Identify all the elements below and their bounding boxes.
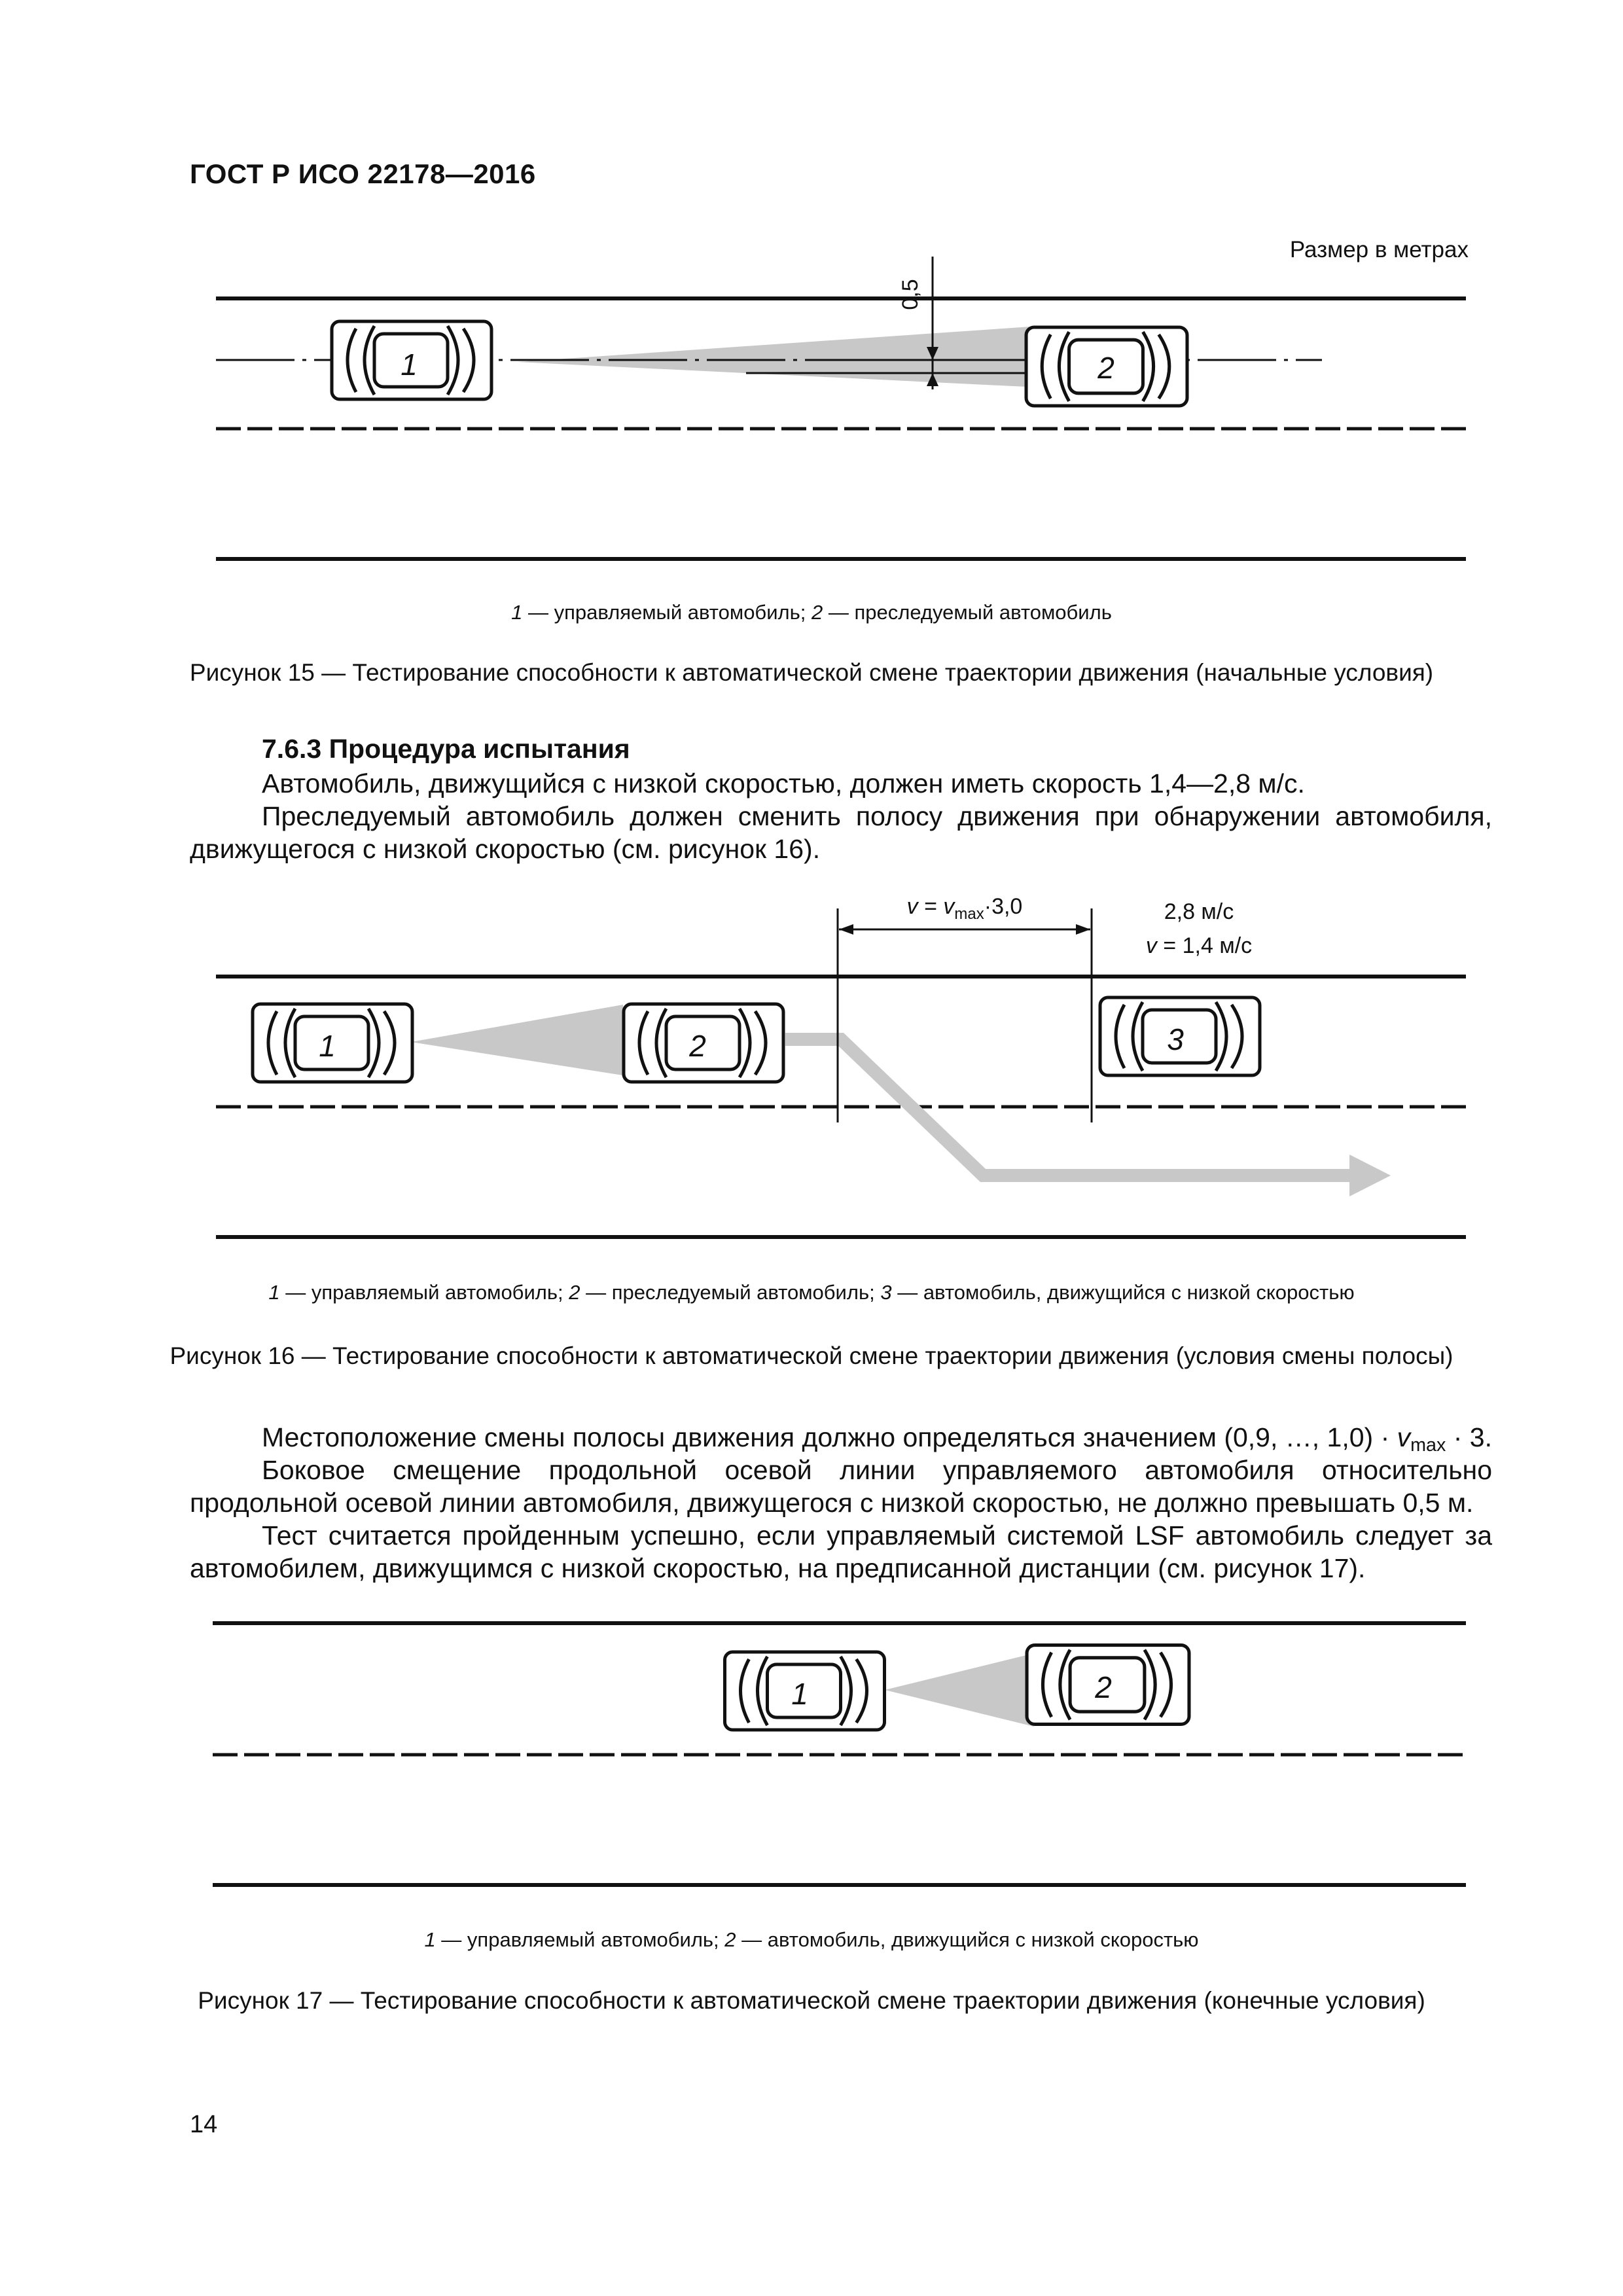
vehicle-1-label: 1 <box>791 1677 808 1711</box>
document-code: ГОСТ Р ИСО 22178—2016 <box>190 158 536 189</box>
paragraph: Боковое смещение продольной осевой линии управляемого автомобиля относительно продольной осевой линии автомобиля, движущегося с низкой скоростью, не должно превышать 0,5 м. <box>190 1455 1492 1518</box>
vehicle-2-label: 2 <box>1095 1670 1112 1704</box>
speed-lower-label: v = 1,4 м/с <box>1145 933 1253 958</box>
figure-15-legend: 1 — управляемый автомобиль; 2 — преследуемый автомобиль <box>511 601 1112 624</box>
section-text <box>190 767 1492 865</box>
figure-15-diagram <box>0 249 1623 589</box>
dimension-label: $v = v_{max}\cdot 3,0$ <box>906 894 1023 923</box>
figure-17-title: Рисунок 17 — Тестирование способности к автоматической смене траектории движения (конечные условия) <box>198 1987 1425 2014</box>
paragraph: Автомобиль, движущийся с низкой скоростью, должен иметь скорость 1,4—2,8 м/с. <box>262 768 1305 798</box>
figure-15-title: Рисунок 15 — Тестирование способности к автоматической смене траектории движения (начальные условия) <box>189 659 1434 686</box>
figure-17-legend: 1 — управляемый автомобиль; 2 — автомобиль, движущийся с низкой скоростью <box>424 1928 1199 1951</box>
vehicle-1-label: 1 <box>401 348 418 382</box>
section-heading: 7.6.3 Процедура испытания <box>262 734 630 764</box>
units-note: Размер в метрах <box>1289 237 1469 262</box>
figure-16-title: Рисунок 16 — Тестирование способности к автоматической смене траектории движения (условия смены полосы) <box>169 1342 1454 1369</box>
paragraph: Преследуемый автомобиль должен сменить полосу движения при обнаружении автомобиля, движущегося с низкой скоростью (см. рисунок 16). <box>190 801 1492 864</box>
sensor-beam <box>411 1005 623 1075</box>
page-number: 14 <box>190 2111 218 2138</box>
lane-change-arrow-head <box>1349 1155 1391 1196</box>
dimension-label: 0,5 <box>898 279 923 310</box>
vehicle-1-label: 1 <box>319 1029 336 1063</box>
speed-upper-label: 2,8 м/с <box>1164 899 1234 924</box>
body-text <box>190 1421 1492 1585</box>
vehicle-3-label: 3 <box>1167 1022 1184 1056</box>
figure-16-legend: 1 — управляемый автомобиль; 2 — преследуемый автомобиль; 3 — автомобиль, движущийся с низкой скоростью <box>268 1281 1355 1304</box>
paragraph: Тест считается пройденным успешно, если управляемый системой LSF автомобиль следует за автомобилем, движущимся с низкой скоростью, на предписанной дистанции (см. рисунок 17). <box>190 1520 1492 1583</box>
vehicle-2-label: 2 <box>689 1029 706 1063</box>
figure-16-diagram <box>0 890 1623 1257</box>
sensor-beam <box>885 1653 1034 1727</box>
sensor-beam <box>517 326 1041 387</box>
vehicle-2-label: 2 <box>1097 351 1115 385</box>
paragraph: Местоположение смены полосы движения должно определяться значением (0,9, …, $1,0) \cdot v_{max} \cdot 3$. <box>262 1422 1492 1456</box>
figure-17-diagram <box>0 1610 1623 1898</box>
